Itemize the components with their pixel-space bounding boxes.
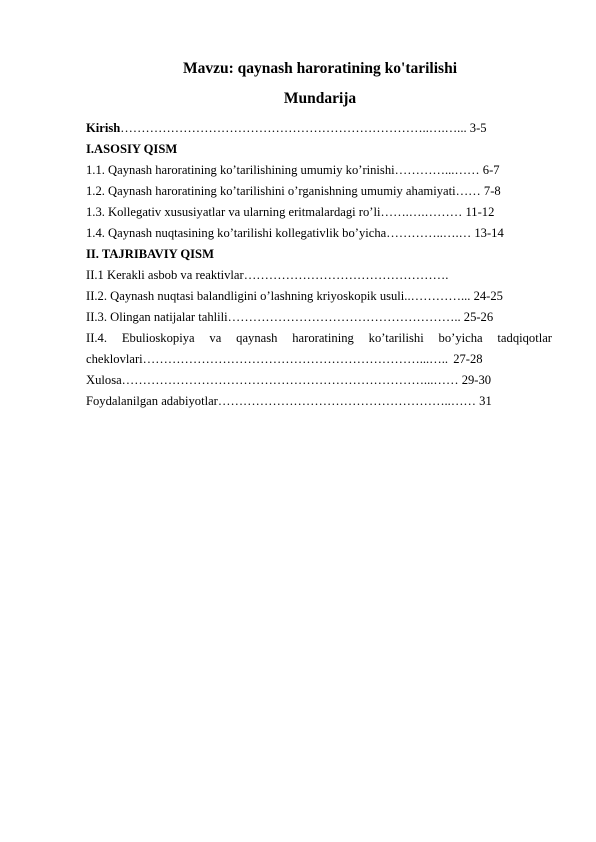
toc-entry: 1.2. Qaynash haroratining ko’tarilishini o’rganishning umumiy ahamiyati…… 7-8 — [86, 184, 501, 198]
toc-entry-intro: Kirish………………………………………………………………..….…... 3-5 — [86, 121, 487, 135]
toc-section-heading: I.ASOSIY QISM — [86, 142, 178, 156]
toc-heading: Mundarija — [283, 90, 357, 107]
toc-entry: 1.3. Kollegativ xususiyatlar va ularning eritmalardagi ro’li…….….……… 11-12 — [86, 205, 495, 219]
document-title: Mavzu: qaynash haroratining ko'tarilishi — [182, 60, 458, 77]
toc-entry-conclusion: Xulosa………………………………………………………………...…… 29-30 — [86, 373, 492, 387]
toc-entry-intro-label: Kirish — [86, 121, 121, 135]
toc-section-heading: II. TAJRIBAVIY QISM — [86, 247, 214, 261]
toc-entry: II.2. Qaynash nuqtasi balandligini o’lashning kriyoskopik usuli..…………... 24-25 — [86, 289, 503, 303]
toc-entry: II.1 Kerakli asbob va reaktivlar…………………………………………. — [86, 268, 449, 282]
toc-entry: 1.1. Qaynash haroratining ko’tarilishining umumiy ko’rinishi…………...…… 6-7 — [86, 163, 500, 177]
toc-entry: II.3. Olingan natijalar tahlili……………………………………………….. 25-26 — [86, 310, 494, 324]
toc-entry: II.4. Ebulioskopiya va qaynash haroratining ko’tarilishi bo’yicha tadqiqotlar cheklovlari…………………………………………………………...….. 27-28 — [86, 331, 552, 366]
toc-entry: 1.4. Qaynash nuqtasining ko’tarilishi kollegativlik bo’yicha…………..….… 13-14 — [86, 226, 504, 240]
toc-entry-references: Foydalanilgan adabiyotlar………………………………………………..…… 31 — [86, 394, 492, 408]
table-of-contents — [86, 118, 552, 412]
